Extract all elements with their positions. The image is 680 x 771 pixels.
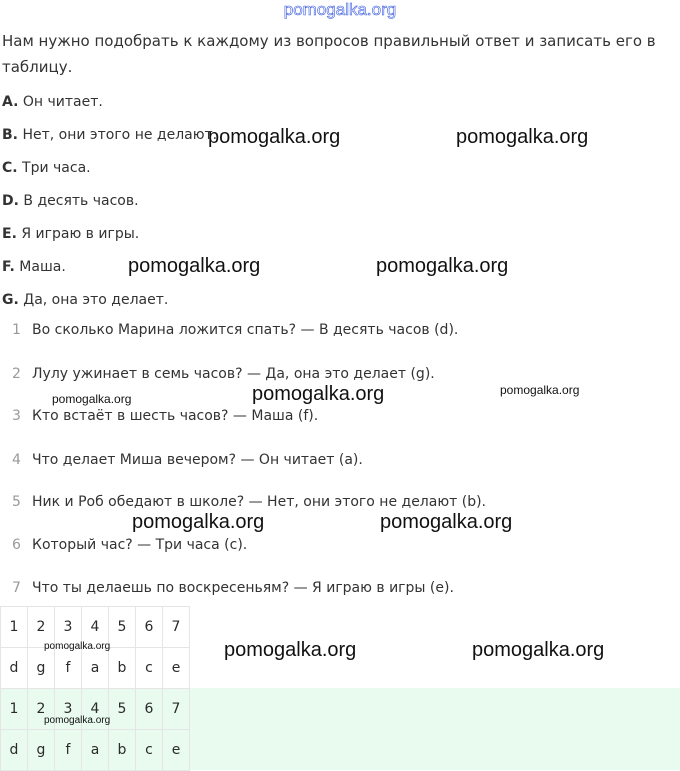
option-c: C. Три часа. [2,160,91,176]
question-4: 4 Что делает Миша вечером? — Он читает (a). [12,452,363,468]
table-row [1,648,190,689]
table-cell: 3 [55,689,82,730]
table-cell: e [163,648,190,689]
table-cell: g [28,730,55,771]
watermark: pomogalka.org [500,383,580,397]
option-e: E. Я играю в игры. [2,226,140,242]
table-cell: f [55,648,82,689]
watermark: pomogalka.org [472,639,605,661]
table-cell: f [55,730,82,771]
watermark: pomogalka.org [376,255,509,277]
watermark: pomogalka.org [128,255,261,277]
table-cell: c [136,648,163,689]
table-cell: 2 [28,607,55,648]
watermark: pomogalka.org [224,639,357,661]
task-intro: Нам нужно подобрать к каждому из вопросов правильный ответ и записать его в таблицу. [2,32,656,76]
question-1: 1 Во сколько Марина ложится спать? — В десять часов (d). [12,322,459,338]
table-cell: b [109,730,136,771]
table-cell: a [82,648,109,689]
watermark: pomogalka.org [52,392,132,406]
table-cell: d [1,730,28,771]
table-cell: 5 [109,607,136,648]
watermark: pomogalka.org [44,641,111,652]
option-b: B. Нет, они этого не делают. [2,127,218,143]
table-cell: b [109,648,136,689]
table-cell: 4 [82,689,109,730]
question-3: 3 Кто встаёт в шесть часов? — Маша (f). [12,408,319,424]
table-cell: 7 [163,689,190,730]
watermark: pomogalka.org [208,126,341,148]
option-a: A. Он читает. [2,94,103,110]
table-cell: 5 [109,689,136,730]
question-2: 2 Лулу ужинает в семь часов? — Да, она это делает (g). [12,366,435,382]
table-cell: 2 [28,689,55,730]
table-cell: 6 [136,689,163,730]
watermark: pomogalka.org [132,511,265,533]
watermark: pomogalka.org [380,511,513,533]
question-5: 5 Ник и Роб обедают в школе? — Нет, они этого не делают (b). [12,494,486,510]
table-cell: g [28,648,55,689]
question-6: 6 Который час? — Три часа (c). [12,537,248,553]
option-d: D. В десять часов. [2,193,139,209]
table-cell: 7 [163,607,190,648]
option-f: F. Маша. [2,259,66,275]
watermark: pomogalka.org [252,383,385,405]
table-cell: 3 [55,607,82,648]
table-cell: e [163,730,190,771]
answer-table-2 [0,688,190,771]
watermark: pomogalka.org [44,715,111,726]
watermark: pomogalka.org [456,126,589,148]
table-cell: 1 [1,689,28,730]
table-cell: 1 [1,607,28,648]
table-row [1,730,190,771]
table-cell: c [136,730,163,771]
table-cell: 4 [82,607,109,648]
header-watermark: pomogalka.org [283,0,397,19]
table-cell: d [1,648,28,689]
table-cell: 6 [136,607,163,648]
question-7: 7 Что ты делаешь по воскресеньям? — Я играю в игры (e). [12,580,454,596]
option-g: G. Да, она это делает. [2,292,169,308]
table-cell: a [82,730,109,771]
